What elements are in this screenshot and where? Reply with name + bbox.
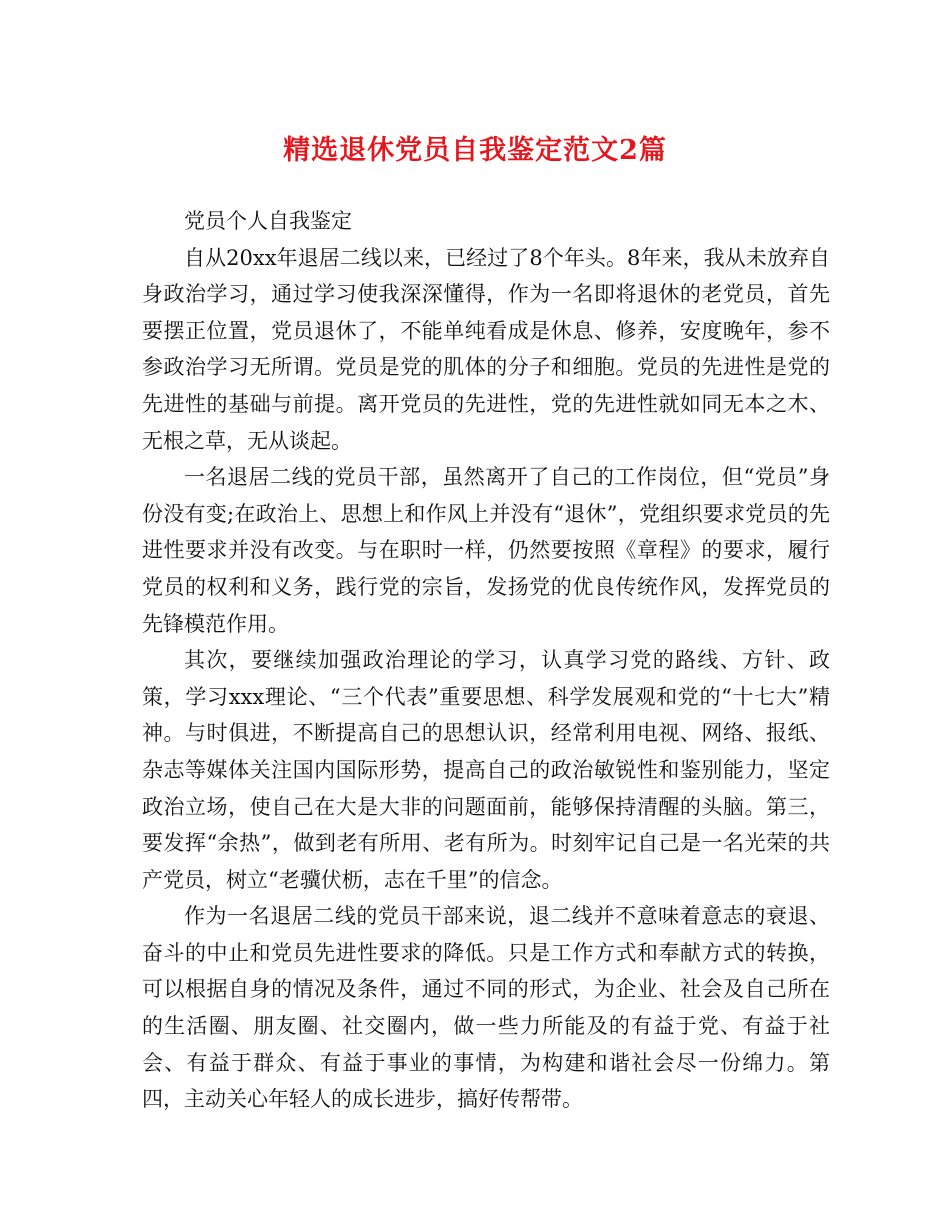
paragraph-2: 一名退居二线的党员干部，虽然离开了自己的工作岗位，但“党员”身份没有变;在政治上、思想上和作风上并没有“退休”，党组织要求党员的先进性要求并没有改变。与在职时一样，仍然要按照《章程》的要求，履行党员的权利和义务，践行党的宗旨，发扬党的优良传统作风，发挥党员的先锋模范作用。 [142, 465, 830, 636]
document-title: 精选退休党员自我鉴定范文2篇 [283, 135, 667, 166]
section-heading: 党员个人自我鉴定 [184, 209, 352, 233]
document-body [142, 203, 830, 1118]
paragraph-4: 作为一名退居二线的党员干部来说，退二线并不意味着意志的衰退、奋斗的中止和党员先进性要求的降低。只是工作方式和奉献方式的转换，可以根据自身的情况及条件，通过不同的形式，为企业、社会及自己所在的生活圈、朋友圈、社交圈内，做一些力所能及的有益于党、有益于社会、有益于群众、有益于事业的事情，为构建和谐社会尽一份绵力。第四，主动关心年轻人的成长进步，搞好传帮带。 [142, 904, 830, 1112]
paragraph-1: 自从20xx年退居二线以来，已经过了8个年头。8年来，我从未放弃自身政治学习，通过学习使我深深懂得，作为一名即将退休的老党员，首先要摆正位置，党员退休了，不能单纯看成是休息、修养，安度晚年，参不参政治学习无所谓。党员是党的肌体的分子和细胞。党员的先进性是党的先进性的基础与前提。离开党员的先进性，党的先进性就如同无本之木、无根之草，无从谈起。 [142, 245, 830, 453]
paragraph-3: 其次，要继续加强政治理论的学习，认真学习党的路线、方针、政策，学习xxx理论、“三个代表”重要思想、科学发展观和党的“十七大”精神。与时俱进，不断提高自己的思想认识，经常利用电视、网络、报纸、杂志等媒体关注国内国际形势，提高自己的政治敏锐性和鉴别能力，坚定政治立场，使自己在大是大非的问题面前，能够保持清醒的头脑。第三，要发挥“余热”，做到老有所用、老有所为。时刻牢记自己是一名光荣的共产党员，树立“老骥伏枥，志在千里”的信念。 [142, 648, 830, 892]
